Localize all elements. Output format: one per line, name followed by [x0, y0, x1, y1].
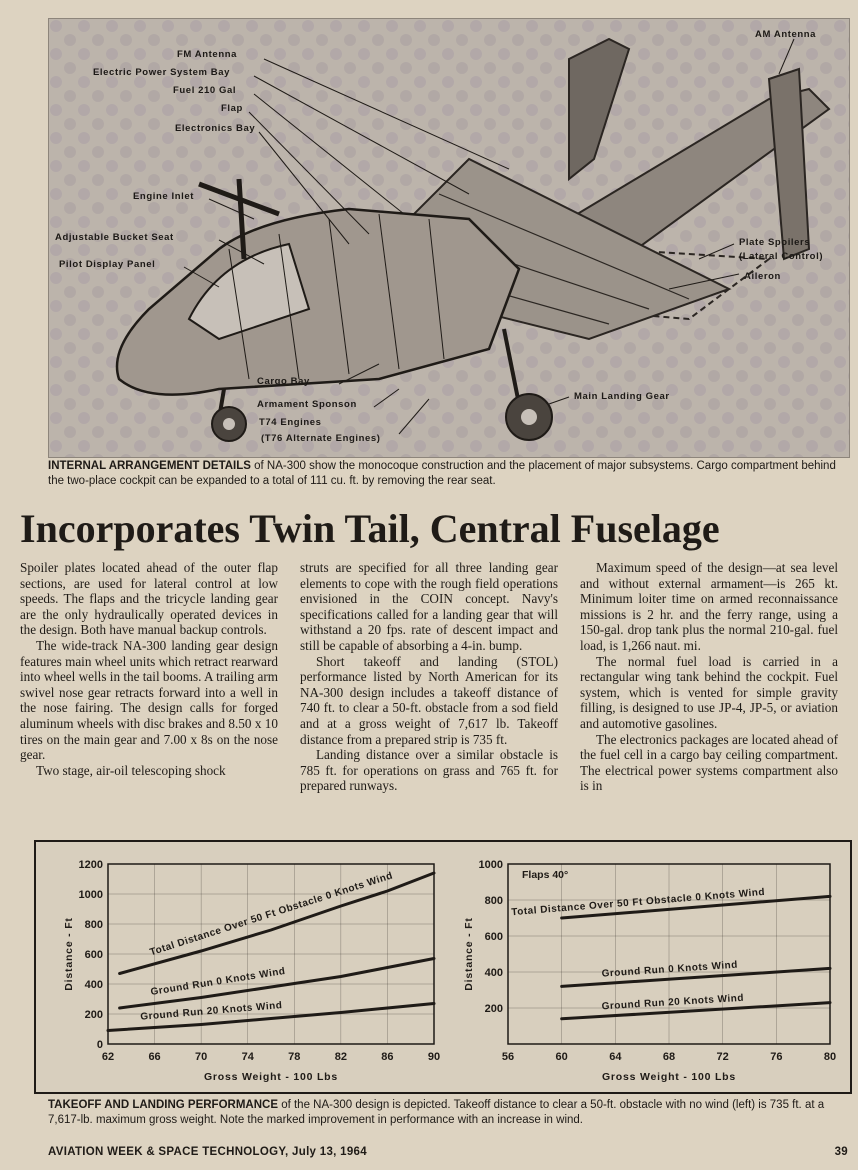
- article-column-2: [300, 560, 558, 794]
- x-tick-label: 68: [662, 1051, 676, 1063]
- paragraph: Two stage, air-oil telescoping shock: [36, 762, 226, 778]
- article-column-3: [580, 560, 838, 794]
- callout-lateral-control: (Lateral Control): [739, 251, 824, 262]
- x-tick-label: 74: [241, 1051, 254, 1063]
- callout-t74-engines: T74 Engines: [259, 417, 322, 428]
- callout-pilot-display: Pilot Display Panel: [59, 259, 156, 270]
- series-label: Ground Run 20 Knots Wind: [139, 1000, 283, 1023]
- series-label: Total Distance Over 50 Ft Obstacle 0 Knots Wind: [148, 870, 395, 959]
- callout-aileron: Aileron: [744, 271, 781, 282]
- series-label: Ground Run 20 Knots Wind: [601, 992, 745, 1013]
- y-tick-label: 0: [96, 1039, 103, 1051]
- y-tick-label: 600: [484, 931, 503, 943]
- series-label: Ground Run 0 Knots Wind: [601, 959, 739, 980]
- figure-caption: [48, 459, 838, 489]
- y-tick-label: 1000: [78, 889, 103, 901]
- performance-charts-svg: [36, 842, 850, 1092]
- x-tick-label: 60: [555, 1051, 568, 1063]
- x-axis-label: Gross Weight - 100 Lbs: [601, 1071, 737, 1083]
- callout-fm-antenna: FM Antenna: [177, 49, 238, 60]
- callout-fuel: Fuel 210 Gal: [173, 85, 237, 96]
- series-label: Total Distance Over 50 Ft Obstacle 0 Knots Wind: [511, 886, 766, 919]
- x-tick-label: 80: [823, 1051, 837, 1063]
- y-tick-label: 1200: [78, 859, 103, 871]
- x-tick-label: 78: [288, 1051, 301, 1063]
- x-tick-label: 62: [101, 1051, 115, 1063]
- chart-title: Flaps 40°: [522, 869, 569, 881]
- y-axis-label: Distance - Ft: [463, 917, 475, 991]
- x-tick-label: 64: [609, 1051, 622, 1063]
- performance-charts: [34, 840, 852, 1094]
- series-label: Ground Run 0 Knots Wind: [149, 965, 287, 999]
- article-column-1: [20, 560, 278, 778]
- y-axis-label: Distance - Ft: [63, 917, 75, 991]
- chart-caption-lead: TAKEOFF AND LANDING PERFORMANCE: [48, 1099, 278, 1111]
- callout-main-landing-gear: Main Landing Gear: [574, 391, 670, 402]
- chart-caption: [48, 1098, 848, 1128]
- paragraph: Landing distance over a similar obstacle is 785 ft. for operations on grass and 765 ft. for prepared runways.: [300, 747, 558, 794]
- x-tick-label: 72: [716, 1051, 729, 1063]
- paragraph: struts are specified for all three landing gear elements to cope with the rough field operations envisioned in the COIN concept. Navy's specifications called for a landing gear that will withstand a 20 fps. rate of descent impact and still be capable of absorbing a 4-in. bump.: [300, 560, 558, 653]
- cutaway-illustration: [48, 18, 850, 458]
- paragraph: Short takeoff and landing (STOL) performance listed by North American for its NA-300 design includes a takeoff distance of 740 ft. to clear a 50-ft. obstacle from a sod field and at a gross weight of 7,617 lb. Takeoff distance from a prepared strip is 735 ft.: [300, 653, 558, 747]
- x-tick-label: 66: [148, 1051, 161, 1063]
- page-footer: [48, 1146, 848, 1158]
- callout-plate-spoilers: Plate Spoilers: [739, 237, 811, 248]
- callout-cargo-bay: Cargo Bay: [257, 376, 310, 387]
- paragraph: The normal fuel load is carried in a rectangular wing tank behind the cockpit. Fuel system, which is vented for simple gravity filling, is designed to use JP-4, JP-5, or aviation and automotive gasolines.: [580, 653, 838, 731]
- publication-line: AVIATION WEEK & SPACE TECHNOLOGY, July 13, 1964: [48, 1146, 367, 1158]
- y-tick-label: 400: [484, 967, 503, 979]
- paragraph: Maximum speed of the design—at sea level and without external armament—is 265 kt. Minimum loiter time on armed reconnaissance missions is 2 hr. and the ferry range, using a 150-gal. drop tank plus the normal 210-gal. fuel load, is 1,266 naut. mi.: [580, 560, 838, 653]
- series-line: [120, 873, 434, 974]
- callout-flap: Flap: [221, 103, 243, 114]
- callout-armament-sponson: Armament Sponson: [257, 399, 357, 410]
- paragraph: The wide-track NA-300 landing gear design features main wheel units which retract rearward into wheel wells in the tail booms. A trailing arm swivel nose gear retracts forward into a well in the nose fairing. The design calls for forged aluminum wheels with disc brakes and 8.50 x 10 tires on the main gear and 7.00 x 8s on the nose gear.: [20, 637, 278, 763]
- y-tick-label: 1000: [478, 859, 503, 871]
- y-tick-label: 400: [84, 979, 103, 991]
- callout-electronics-bay: Electronics Bay: [175, 123, 256, 134]
- callout-am-antenna: AM Antenna: [755, 29, 817, 40]
- page-number: 39: [834, 1146, 848, 1158]
- y-tick-label: 800: [484, 895, 503, 907]
- figure-caption-lead: INTERNAL ARRANGEMENT DETAILS: [48, 460, 251, 472]
- x-tick-label: 56: [501, 1051, 515, 1063]
- figure-caption-text: of NA-300 show the monocoque construction and the placement of major subsystems. Cargo compartment behind the two-place cockpit can be expanded to a total of 111 cu. ft. by removing the rear seat.: [48, 460, 836, 487]
- x-tick-label: 76: [770, 1051, 783, 1063]
- y-tick-label: 200: [484, 1003, 503, 1015]
- callout-electric-power-bay: Electric Power System Bay: [93, 67, 230, 78]
- callout-engine-inlet: Engine Inlet: [133, 191, 195, 202]
- paragraph: Spoiler plates located ahead of the outer flap sections, are used for lateral control at low speeds. The flaps and the tricycle landing gear are the only hydraulically operated devices in the design. Both have manual backup controls.: [20, 560, 278, 638]
- x-tick-label: 86: [381, 1051, 394, 1063]
- callout-bucket-seat: Adjustable Bucket Seat: [55, 232, 174, 243]
- article-headline: Incorporates Twin Tail, Central Fuselage: [20, 506, 720, 551]
- y-tick-label: 200: [84, 1009, 103, 1021]
- x-tick-label: 70: [195, 1051, 208, 1063]
- y-tick-label: 600: [84, 949, 103, 961]
- paragraph: The electronics packages are located ahead of the fuel cell in a cargo bay ceiling compartment. The electrical power systems compartment also is in: [580, 731, 838, 794]
- x-tick-label: 82: [334, 1051, 347, 1063]
- callout-t76-engines: (T76 Alternate Engines): [261, 433, 381, 444]
- x-tick-label: 90: [427, 1051, 441, 1063]
- chart-caption-text: of the NA-300 design is depicted. Takeoff distance to clear a 50-ft. obstacle with no wind (left) is 735 ft. at a 7,617-lb. maximum gross weight. Note the marked improvement in performance with an increase in wind.: [48, 1099, 825, 1126]
- y-tick-label: 800: [84, 919, 103, 931]
- x-axis-label: Gross Weight - 100 Lbs: [203, 1071, 339, 1083]
